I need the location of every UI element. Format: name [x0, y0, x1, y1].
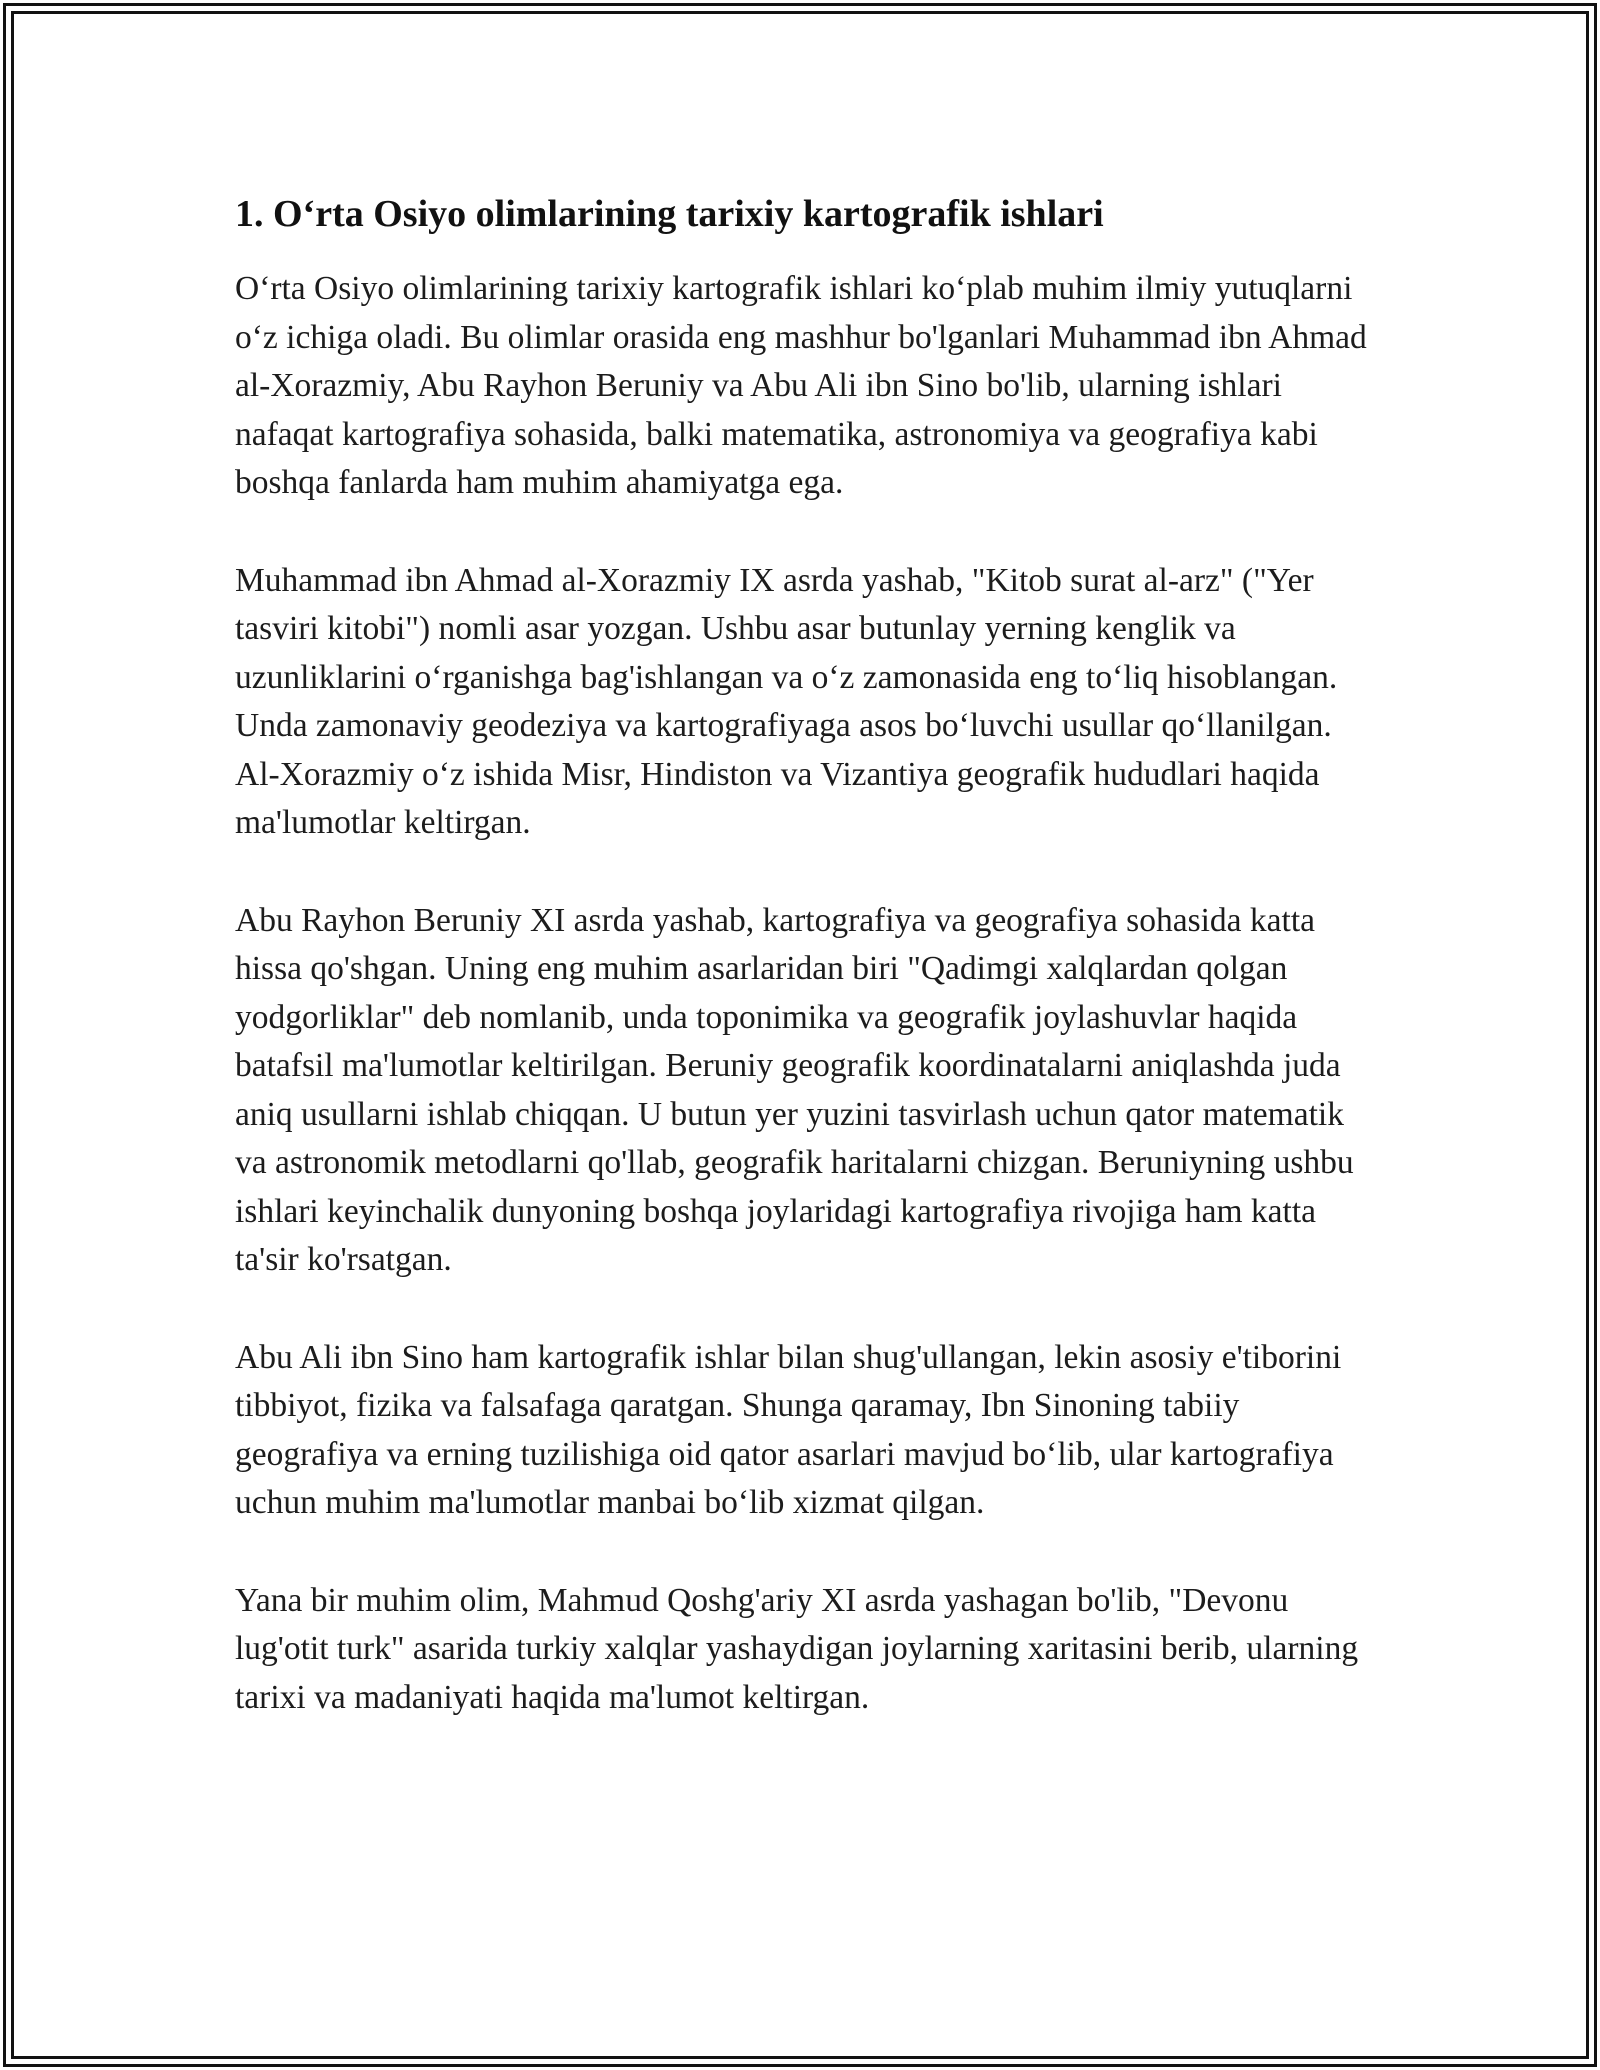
paragraph-ibn-sino: Abu Ali ibn Sino ham kartografik ishlar bilan shug'ullangan, lekin asosiy e'tiborini tibbiyot, fizika va falsafaga qaratgan. Shunga qaramay, Ibn Sinoning tabiiy geografiya va erning tuzilishiga oid qator asarlari mavjud bo‘lib, ular kartografiya uchun muhim ma'lumotlar manbai bo‘lib xizmat qilgan. — [235, 1338, 1342, 1521]
paragraph-beruniy: Abu Rayhon Beruniy XI asrda yashab, kartografiya va geografiya sohasida katta hissa qo'shgan. Uning eng muhim asarlaridan biri "Qadimgi xalqlardan qolgan yodgorliklar" deb nomlanib, unda toponimika va geografik joylashuvlar haqida batafsil ma'lumotlar keltirilgan. Beruniy geografik koordinatalarni aniqlashda juda aniq usullarni ishlab chiqqan. U butun yer yuzini tasvirlash uchun qator matematik va astronomik metodlarni qo'llab, geografik haritalarni chizgan. Beruniyning ushbu ishlari keyinchalik dunyoning boshqa joylaridagi kartografiya rivojiga ham katta ta'sir ko'rsatgan. — [235, 901, 1354, 1278]
paragraph-intro: O‘rta Osiyo olimlarining tarixiy kartografik ishlari ko‘plab muhim ilmiy yutuqlarni o‘z ichiga oladi. Bu olimlar orasida eng mashhur bo'lganlari Muhammad ibn Ahmad al-Xorazmiy, Abu Rayhon Beruniy va Abu Ali ibn Sino bo'lib, ularning ishlari nafaqat kartografiya sohasida, balki matematika, astronomiya va geografiya kabi boshqa fanlarda ham muhim ahamiyatga ega. — [235, 270, 1367, 501]
paragraph-al-xorazmiy: Muhammad ibn Ahmad al-Xorazmiy IX asrda yashab, "Kitob surat al-arz" ("Yer tasviri kitobi") nomli asar yozgan. Ushbu asar butunlay yerning kenglik va uzunliklarini o‘rganishga bag'ishlangan va o‘z zamonasida eng to‘liq hisoblangan. Unda zamonaviy geodeziya va kartografiyaga asos bo‘luvchi usullar qo‘llanilgan. Al-Xorazmiy o‘z ishida Misr, Hindiston va Vizantiya geografik hududlari haqida ma'lumotlar keltirgan. — [235, 561, 1338, 841]
paragraph-qoshgariy: Yana bir muhim olim, Mahmud Qoshg'ariy XI asrda yashagan bo'lib, "Devonu lug'otit turk" asarida turkiy xalqlar yashaydigan joylarning xaritasini berib, ularning tarixi va madaniyati haqida ma'lumot keltirgan. — [235, 1581, 1359, 1716]
document-body — [235, 183, 1370, 1722]
section-title: 1. O‘rta Osiyo olimlarining tarixiy kartografik ishlari — [235, 193, 1104, 235]
